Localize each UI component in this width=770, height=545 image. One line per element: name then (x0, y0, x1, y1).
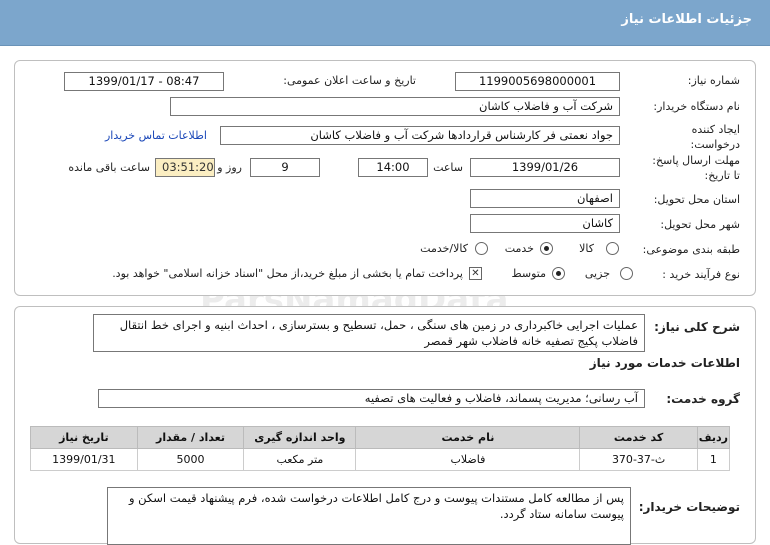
process-option-minor: جزیی (584, 267, 610, 280)
col-header-need-date: تاریخ نیاز (31, 427, 138, 449)
table-header-row (31, 427, 730, 449)
buyer-notes-text: پس از مطالعه کامل مستندات پیوست و درج کامل اطلاعات درخواست شده، فرم پیشنهاد قیمت اسکن و پیوست سامانه ستاد گردد. (107, 487, 631, 545)
process-radio-minor[interactable] (620, 267, 633, 280)
table-row (31, 449, 730, 471)
col-header-row-number: ردیف (697, 427, 729, 449)
service-group-label: گروه خدمت: (666, 392, 740, 406)
need-number-label: شماره نیاز: (687, 74, 740, 87)
col-header-service-code: کد خدمت (580, 427, 697, 449)
cell-row-number: 1 (697, 449, 729, 471)
province-label: استان محل تحویل: (653, 193, 740, 206)
days-label: روز و (217, 161, 242, 174)
announce-datetime-label: تاریخ و ساعت اعلان عمومی: (283, 74, 416, 87)
buyer-org-field: شرکت آب و فاضلاب کاشان (170, 97, 620, 116)
cell-service-code: ث-37-370 (580, 449, 697, 471)
category-option-goods: کالا (579, 242, 594, 255)
treasury-payment-note: پرداخت تمام یا بخشی از مبلغ خرید،از محل "اسناد خزانه اسلامی" خواهد بود. (112, 267, 463, 280)
col-header-unit: واحد اندازه گیری (244, 427, 356, 449)
category-option-goods-service: کالا/خدمت (420, 242, 468, 255)
buyer-notes-label: توضیحات خریدار: (638, 500, 740, 514)
deadline-time-label: ساعت (433, 161, 463, 174)
category-radio-goods[interactable] (606, 242, 619, 255)
remaining-time-label: ساعت باقی مانده (68, 161, 150, 174)
province-field: اصفهان (470, 189, 620, 208)
cell-unit: متر مکعب (244, 449, 356, 471)
requester-field: جواد نعمتی فر کارشناس قراردادها شرکت آب و فاضلاب کاشان (220, 126, 620, 145)
col-header-quantity: تعداد / مقدار (137, 427, 244, 449)
days-remaining-field: 9 (250, 158, 320, 177)
category-radio-service[interactable] (540, 242, 553, 255)
remaining-time-field: 03:51:20 (155, 158, 215, 177)
process-radio-medium[interactable] (552, 267, 565, 280)
deadline-time-field: 14:00 (358, 158, 428, 177)
services-section-title: اطلاعات خدمات مورد نیاز (589, 356, 740, 370)
city-field: کاشان (470, 214, 620, 233)
contact-buyer-link[interactable]: اطلاعات تماس خریدار (105, 129, 207, 142)
page-header (0, 0, 770, 46)
deadline-label-line2: تا تاریخ: (704, 169, 740, 182)
city-label: شهر محل تحویل: (660, 218, 740, 231)
deadline-label-line1: مهلت ارسال پاسخ: (652, 154, 740, 167)
watermark: ParsNamadData (200, 280, 509, 320)
page-title: جزئیات اطلاعات نیاز (621, 12, 752, 27)
cell-service-name: فاضلاب (356, 449, 580, 471)
col-header-service-name: نام خدمت (356, 427, 580, 449)
service-group-field: آب رسانی؛ مدیریت پسماند، فاضلاب و فعالیت های تصفیه (98, 389, 645, 408)
requester-label-line2: درخواست: (690, 138, 740, 151)
need-info-panel (14, 60, 756, 296)
category-label: طبقه بندی موضوعی: (642, 243, 740, 256)
description-label: شرح کلی نیاز: (654, 320, 740, 334)
cell-quantity: 5000 (137, 449, 244, 471)
category-radio-goods-service[interactable] (475, 242, 488, 255)
deadline-date-field: 1399/01/26 (470, 158, 620, 177)
announce-datetime-field: 1399/01/17 - 08:47 (64, 72, 224, 91)
process-label: نوع فرآیند خرید : (662, 268, 740, 281)
buyer-org-label: نام دستگاه خریدار: (653, 100, 740, 113)
requester-label-line1: ایجاد کننده (691, 123, 740, 136)
need-number-field: 1199005698000001 (455, 72, 620, 91)
cell-need-date: 1399/01/31 (31, 449, 138, 471)
process-option-medium: متوسط (511, 267, 546, 280)
description-text: عملیات اجرایی خاکبرداری در زمین های سنگی ، حمل، تسطیح و بسترسازی ، احداث ابنیه و اجرای خط انتقال فاضلاب پکیج تصفیه خانه فاضلاب شهر قمصر (93, 314, 645, 352)
category-option-service: خدمت (504, 242, 534, 255)
services-table (30, 426, 730, 471)
treasury-payment-checkbox[interactable]: ✕ (469, 267, 482, 280)
